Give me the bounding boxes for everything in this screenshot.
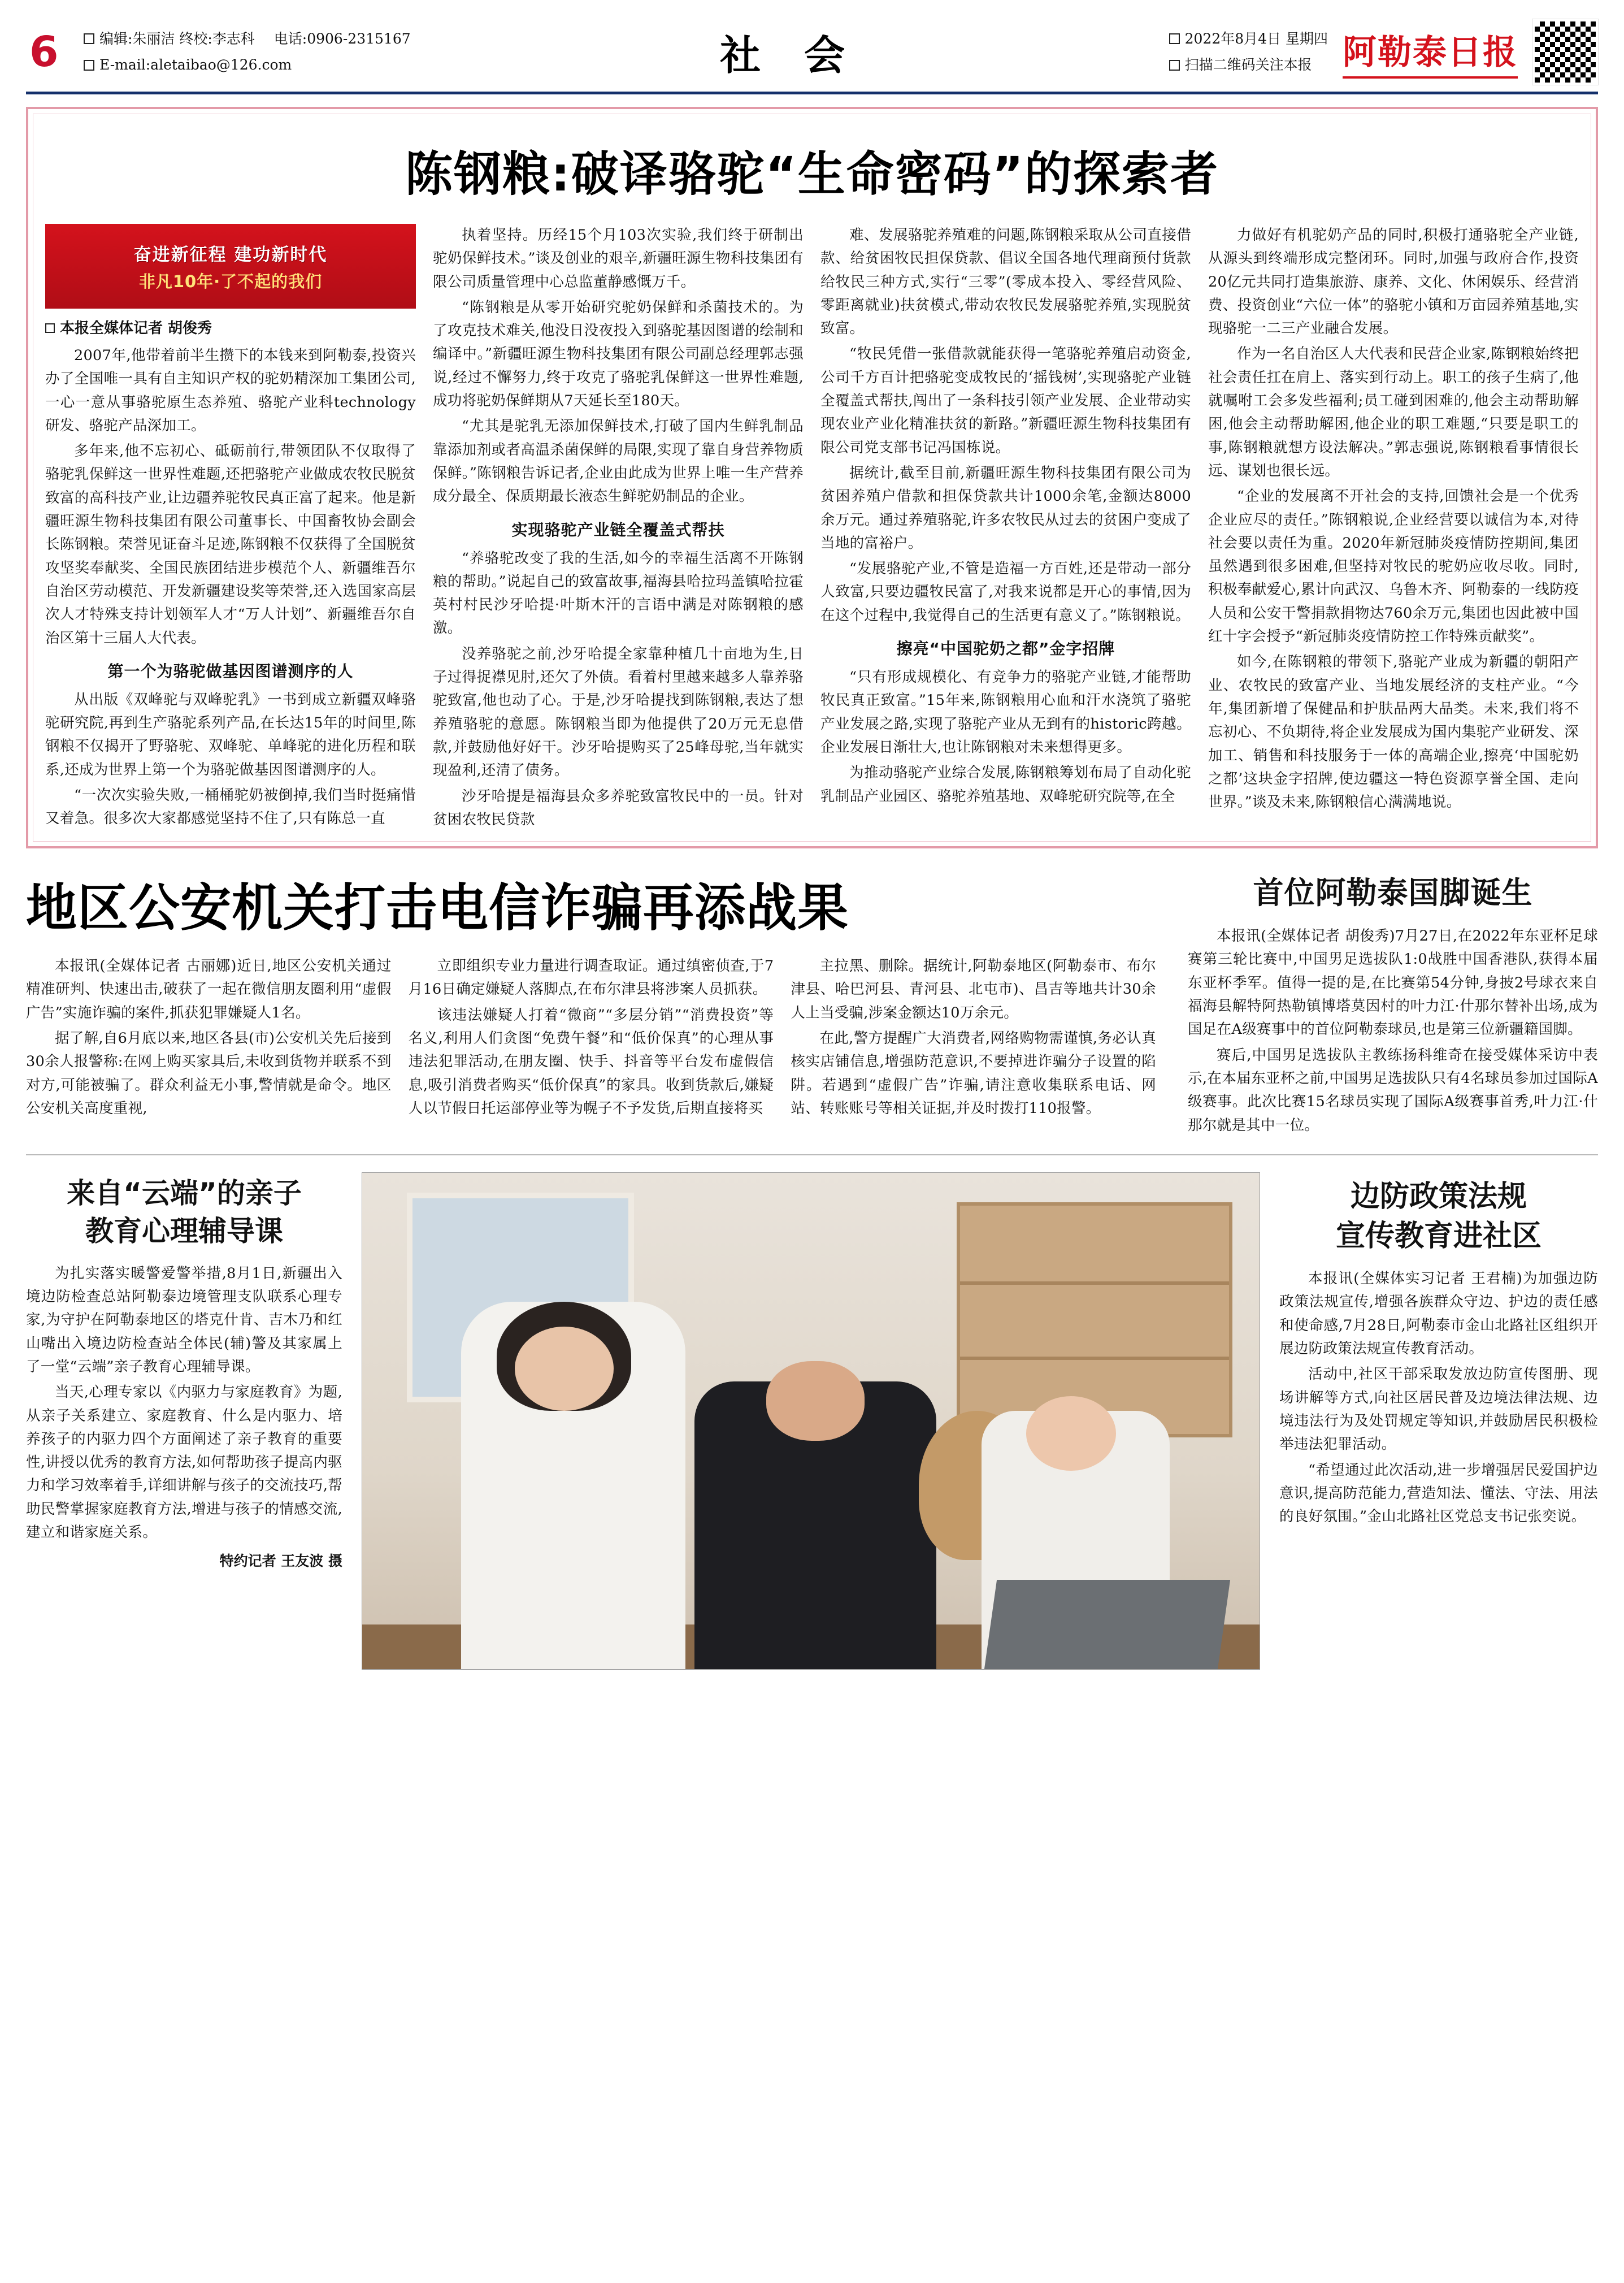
photo-credit: 特约记者 王友波 摄 <box>219 1553 342 1570</box>
bottom-section <box>26 1172 1598 1670</box>
paragraph: 为推动骆驼产业综合发展,陈钢粮筹划布局了自动化驼乳制品产业园区、骆驼养殖基地、双峰驼研究院等,在全 <box>820 764 1191 805</box>
paragraph: 执着坚持。历经15个月103次实验,我们终于研制出驼奶保鲜技术。”谈及创业的艰辛,新疆旺源生物科技集团有限公司质量管理中心总监董静感慨万千。 <box>433 227 804 291</box>
paper-logo: 阿勒泰日报 <box>1343 25 1518 79</box>
border-policy-headline-line2: 宣传教育进社区 <box>1335 1219 1542 1253</box>
paragraph: 在此,警方提醒广大消费者,网络购物需谨慎,务必认真核实店铺信息,增强防范意识,不要掉进诈骗分子设置的陷阱。若遇到“虚假广告”诈骗,请注意收集联系电话、网站、转账账号等相关证据,并及时拨打110报警。 <box>791 1030 1157 1117</box>
masthead <box>26 16 1598 94</box>
paragraph: “陈钢粮是从零开始研究驼奶保鲜和杀菌技术的。为了攻克技术难关,他没日没夜投入到骆驼基因图谱的绘制和编译中。”新疆旺源生物科技集团有限公司副总经理郭志强说,经过不懈努力,终于攻克了骆驼乳保鲜这一世界性难题,成功将驼奶保鲜期从7天延长至180天。 <box>433 298 804 410</box>
page-number: 6 <box>29 28 59 76</box>
paragraph: 该违法嫌疑人打着“微商”“多层分销”“消费投资”等名义,利用人们贪图“免费午餐”和“低价保真”的心理从事违法犯罪活动,在朋友圈、快手、抖音等平台发布虚假信息,吸引消费者购买“低价保真”的家具。收到货款后,嫌疑人以节假日托运部停业等为幌子不予发货,后期直接将买 <box>408 1006 774 1117</box>
paragraph: 从出版《双峰驼与双峰驼乳》一书到成立新疆双峰骆驼研究院,再到生产骆驼系列产品,在长达15年的时间里,陈钢粮不仅揭开了野骆驼、双峰驼、单峰驼的进化历程和联系,还成为世界上第一个为骆驼做基因图谱测序的人。 <box>45 691 416 778</box>
campaign-banner <box>45 224 416 309</box>
paragraph: 2007年,他带着前半生攒下的本钱来到阿勒泰,投资兴办了全国唯一具有自主知识产权的驼奶精深加工集团公司,一心一意从事骆驼原生态养殖、骆驼产业科technology研发、骆驼产品深加工。 <box>45 347 416 434</box>
border-policy-headline-line1: 边防政策法规 <box>1350 1179 1527 1214</box>
feature-subhead-1: 第一个为骆驼做基因图谱测序的人 <box>107 661 354 681</box>
fraud-headline: 地区公安机关打击电信诈骗再添战果 <box>26 878 849 938</box>
paragraph: “企业的发展离不开社会的支持,回馈社会是一个优秀企业应尽的责任。”陈钢粮说,企业经营要以诚信为本,对待社会要以责任为重。2020年新冠肺炎疫情防控期间,集团虽然遇到很多困难,但坚持对牧民的驼奶应收尽收。同时,积极奉献爱心,累计向武汉、乌鲁木齐、阿勒泰的一线防疫人员和公安干警捐款捐物达760余万元,集团也因此被中国红十字会授予“新冠肺炎疫情防控工作特殊贡献奖”。 <box>1208 488 1579 646</box>
fraud-column-2 <box>409 955 774 1123</box>
border-policy-headline <box>1279 1177 1598 1256</box>
checkbox-icon <box>84 33 94 44</box>
paragraph: 本报讯(全媒体记者 古丽娜)近日,地区公安机关通过精准研判、快速出击,破获了一起在微信朋友圈利用“虚假广告”实施诈骗的案件,抓获犯罪嫌疑人1名。 <box>26 958 392 1021</box>
footballer-article <box>1175 863 1598 1140</box>
feature-column-4 <box>1208 224 1579 816</box>
campaign-banner-line1: 奋进新征程 建功新时代 <box>133 245 328 265</box>
paragraph: “希望通过此次活动,进一步增强居民爱国护边意识,提高防范能力,营造知法、懂法、守法、用法的良好氛围。”金山北路社区党总支书记张奕说。 <box>1279 1461 1598 1526</box>
feature-headline: 陈钢粮:破译骆驼“生命密码”的探索者 <box>405 146 1219 202</box>
second-deck <box>26 863 1598 1140</box>
photo-block <box>362 1172 1260 1670</box>
checkbox-icon <box>84 60 94 71</box>
qr-line: 扫描二维码关注本报 <box>1184 57 1312 73</box>
feature-column-3 <box>820 224 1191 811</box>
feature-byline <box>45 317 416 337</box>
parenting-article <box>26 1172 342 1571</box>
paragraph: 沙牙哈提是福海县众多养驼致富牧民中的一员。针对贫困农牧民贷款 <box>433 787 804 828</box>
feature-column-2 <box>433 224 804 834</box>
paragraph: 本报讯(全媒体实习记者 王君楠)为加强边防政策法规宣传,增强各族群众守边、护边的责任感和使命感,7月28日,阿勒泰市金山北路社区组织开展边防政策法规宣传教育活动。 <box>1279 1270 1598 1358</box>
parenting-headline-line2: 教育心理辅导课 <box>85 1215 283 1248</box>
paragraph: 没养骆驼之前,沙牙哈提全家靠种植几十亩地为生,日子过得捉襟见肘,还欠了外债。看着村里越来越多人靠养骆驼致富,他也动了心。于是,沙牙哈提找到陈钢粮,表达了想养殖骆驼的意愿。陈钢粮当即为他提供了20万元无息借款,并鼓励他好好干。沙牙哈提购买了25峰母驼,当年就实现盈利,还清了债务。 <box>433 645 804 779</box>
phone-line: 电话:0906-2315167 <box>273 30 411 47</box>
paragraph: “一次次实验失败,一桶桶驼奶被倒掉,我们当时挺痛惜又着急。很多次大家都感觉坚持不住了,只有陈总一直 <box>45 787 416 828</box>
paragraph: “发展骆驼产业,不管是造福一方百姓,还是带动一部分人致富,只要边疆牧民富了,对我来说都是开心的事情,因为在这个过程中,我觉得自己的生活更有意义了。”陈钢粮说。 <box>820 560 1191 624</box>
paragraph: 本报讯(全媒体记者 胡俊秀)7月27日,在2022年东亚杯足球赛第三轮比赛中,中国男足选拔队1:0战胜中国香港队,获得本届东亚杯季军。值得一提的是,在比赛第54分钟,身披2号球衣来自福海县解特阿热勒镇博塔莫因村的叶力江·什那尔替补出场,成为国足在A级赛事中的首位阿勒泰球员,也是第三位新疆籍国脚。 <box>1188 928 1598 1038</box>
date-line: 2022年8月4日 星期四 <box>1184 30 1328 47</box>
photo-man-head <box>766 1361 865 1440</box>
masthead-date-block <box>1169 26 1328 79</box>
paragraph: 赛后,中国男足选拔队主教练扬科维奇在接受媒体采访中表示,在本届东亚杯之前,中国男足选拔队只有4名球员参加过国际A级赛事。此次比赛15名球员实现了国际A级赛事首秀,叶力江·什那尔就是其中一位。 <box>1188 1046 1598 1134</box>
qr-code-icon[interactable] <box>1532 19 1598 85</box>
border-policy-article <box>1279 1172 1598 1531</box>
fraud-columns <box>26 955 1156 1123</box>
feature-subhead-2: 实现骆驼产业链全覆盖式帮扶 <box>511 520 725 539</box>
email-line: E-mail:aletaibao@126.com <box>99 57 292 73</box>
paragraph: 力做好有机驼奶产品的同时,积极打通骆驼全产业链,从源头到终端形成完整闭环。同时,加强与政府合作,投资20亿元共同打造集旅游、康养、文化、休闲娱乐、经营消费、投资创业“六位一体”的骆驼小镇和万亩园养殖基地,实现骆驼一二三产业融合发展。 <box>1208 227 1579 337</box>
feature-columns <box>45 224 1579 834</box>
paragraph: 据了解,自6月底以来,地区各县(市)公安机关先后接到30余人报警称:在网上购买家具后,未收到货物并联系不到对方,可能被骗了。群众利益无小事,警情就是命令。地区公安机关高度重视, <box>26 1030 392 1117</box>
paragraph: “只有形成规模化、有竞争力的骆驼产业链,才能帮助牧民真正致富。”15年来,陈钢粮用心血和汗水浇筑了骆驼产业发展之路,实现了骆驼产业从无到有的historic跨越。企业发展日渐壮大,也让陈钢粮对未来想得更多。 <box>820 669 1191 756</box>
parenting-headline-line1: 来自“云端”的亲子 <box>67 1176 302 1210</box>
paragraph: 立即组织专业力量进行调查取证。通过缜密侦查,于7月16日确定嫌疑人落脚点,在布尔津县将涉案人员抓获。 <box>408 958 774 998</box>
fraud-article <box>26 863 1156 1123</box>
paragraph: “牧民凭借一张借款就能获得一笔骆驼养殖启动资金,公司千方百计把骆驼变成牧民的‘摇钱树’,实现骆驼产业链全覆盖式帮扶,闯出了一条科技引领产业发展、企业带动实现农业产业化精准扶贫的新路。”新疆旺源生物科技集团有限公司党支部书记冯国栋说。 <box>820 345 1191 456</box>
photo-child-head <box>1026 1396 1116 1471</box>
checkbox-icon <box>1169 60 1180 71</box>
editor-line: 编辑:朱丽洁 终校:李志科 <box>99 30 255 47</box>
checkbox-icon <box>1169 33 1180 44</box>
photo-laptop <box>984 1580 1230 1669</box>
paragraph: 难、发展骆驼养殖难的问题,陈钢粮采取从公司直接借款、给贫困牧民担保贷款、倡议全国各地代理商预付货款给牧民三种方式,实行“三零”(零成本投入、零经营风险、零距离就业)扶贫模式,带动农牧民发展骆驼养殖,实现脱贫致富。 <box>820 227 1191 337</box>
feature-column-1 <box>45 224 416 833</box>
paragraph: “尤其是驼乳无添加保鲜技术,打破了国内生鲜乳制品靠添加剂或者高温杀菌保鲜的局限,实现了靠自身营养物质保鲜。”陈钢粮告诉记者,企业由此成为世界上唯一生产营养成分最全、保质期最长液态生鲜驼奶制品的企业。 <box>433 418 804 505</box>
paragraph: 当天,心理专家以《内驱力与家庭教育》为题,从亲子关系建立、家庭教育、什么是内驱力、培养孩子的内驱力四个方面阐述了亲子教育的重要性,讲授以优秀的教育方法,如何帮助孩子提高内驱力和学习效率着手,详细讲解与孩子的交流技巧,帮助民警掌握家庭教育方法,增进与孩子的情感交流,建立和谐家庭关系。 <box>26 1384 342 1541</box>
feature-article <box>26 107 1598 848</box>
paragraph: 活动中,社区干部采取发放边防宣传图册、现场讲解等方式,向社区居民普及边境法律法规、边境违法行为及处罚规定等知识,并鼓励居民积极检举违法犯罪活动。 <box>1279 1366 1598 1453</box>
fraud-column-1 <box>26 955 392 1123</box>
paragraph: 作为一名自治区人大代表和民营企业家,陈钢粮始终把社会责任扛在肩上、落实到行动上。职工的孩子生病了,他就嘱咐工会多发些福利;员工碰到困难的,他会主动帮助解困,他会主动帮助解困,他企业的职工难题,“只要是职工的事,陈钢粮就想方设法解决。”郭志强说,陈钢粮看事情很长远、谋划也很长远。 <box>1208 345 1579 479</box>
paragraph: 如今,在陈钢粮的带领下,骆驼产业成为新疆的朝阳产业、农牧民的致富产业、当地发展经济的支柱产业。“今年,集团新增了保健品和护肤品两大品类。未来,我们将不忘初心、不负期待,将企业发展成为国内集驼产业研发、深加工、销售和科技服务于一体的高端企业,擦亮‘中国驼奶之都’这块金字招牌,使边疆这一特色资源享誉全国、走向世界。”谈及未来,陈钢粮信心满满地说。 <box>1208 653 1579 811</box>
campaign-banner-line2: 非凡10年·了不起的我们 <box>138 272 323 291</box>
parenting-headline <box>26 1175 342 1251</box>
fraud-column-3 <box>791 955 1156 1123</box>
checkbox-icon <box>45 323 55 333</box>
footballer-headline: 首位阿勒泰国脚诞生 <box>1253 875 1533 911</box>
masthead-right <box>1169 19 1598 85</box>
feature-byline-text: 本报全媒体记者 胡俊秀 <box>60 320 212 337</box>
divider <box>26 1154 1598 1155</box>
section-title: 社 会 <box>720 32 860 79</box>
news-photo <box>362 1172 1260 1670</box>
photo-woman-head <box>515 1327 614 1411</box>
paragraph: 主拉黑、删除。据统计,阿勒泰地区(阿勒泰市、布尔津县、哈巴河县、青河县、北屯市)、昌吉等地共计30余人上当受骗,涉案金额达10万余元。 <box>791 958 1157 1021</box>
masthead-credits <box>78 26 411 79</box>
paragraph: 为扎实落实暖警爱警举措,8月1日,新疆出入境边防检查总站阿勒泰边境管理支队联系心理专家,为守护在阿勒泰地区的塔克什肯、吉木乃和红山嘴出入境边防检查站全体民(辅)警及其家属上了一堂“云端”亲子教育心理辅导课。 <box>26 1264 342 1375</box>
feature-subhead-3: 擦亮“中国驼奶之都”金字招牌 <box>896 639 1115 659</box>
paragraph: 多年来,他不忘初心、砥砺前行,带领团队不仅取得了骆驼乳保鲜这一世界性难题,还把骆驼产业做成农牧民脱贫致富的高科技产业,让边疆养驼牧民真正富了起来。他是新疆旺源生物科技集团有限公司董事长、中国畜牧协会副会长陈钢粮。荣誉见证奋斗足迹,陈钢粮不仅获得了全国脱贫攻坚奖奉献奖、全国民族团结进步模范个人、新疆维吾尔自治区劳动模范、开发新疆建设奖等荣誉,还入选国家高层次人才特殊支持计划领军人才“万人计划”、新疆维吾尔自治区第十三届人大代表。 <box>45 443 416 647</box>
paragraph: “养骆驼改变了我的生活,如今的幸福生活离不开陈钢粮的帮助。”说起自己的致富故事,福海县哈拉玛盖镇哈拉霍英村村民沙牙哈提·叶斯木汗的言语中满是对陈钢粮的感激。 <box>433 549 804 637</box>
paragraph: 据统计,截至目前,新疆旺源生物科技集团有限公司为贫困养殖户借款和担保贷款共计1000余笔,金额达8000余万元。通过养殖骆驼,许多农牧民从过去的贫困户变成了当地的富裕户。 <box>820 464 1191 552</box>
